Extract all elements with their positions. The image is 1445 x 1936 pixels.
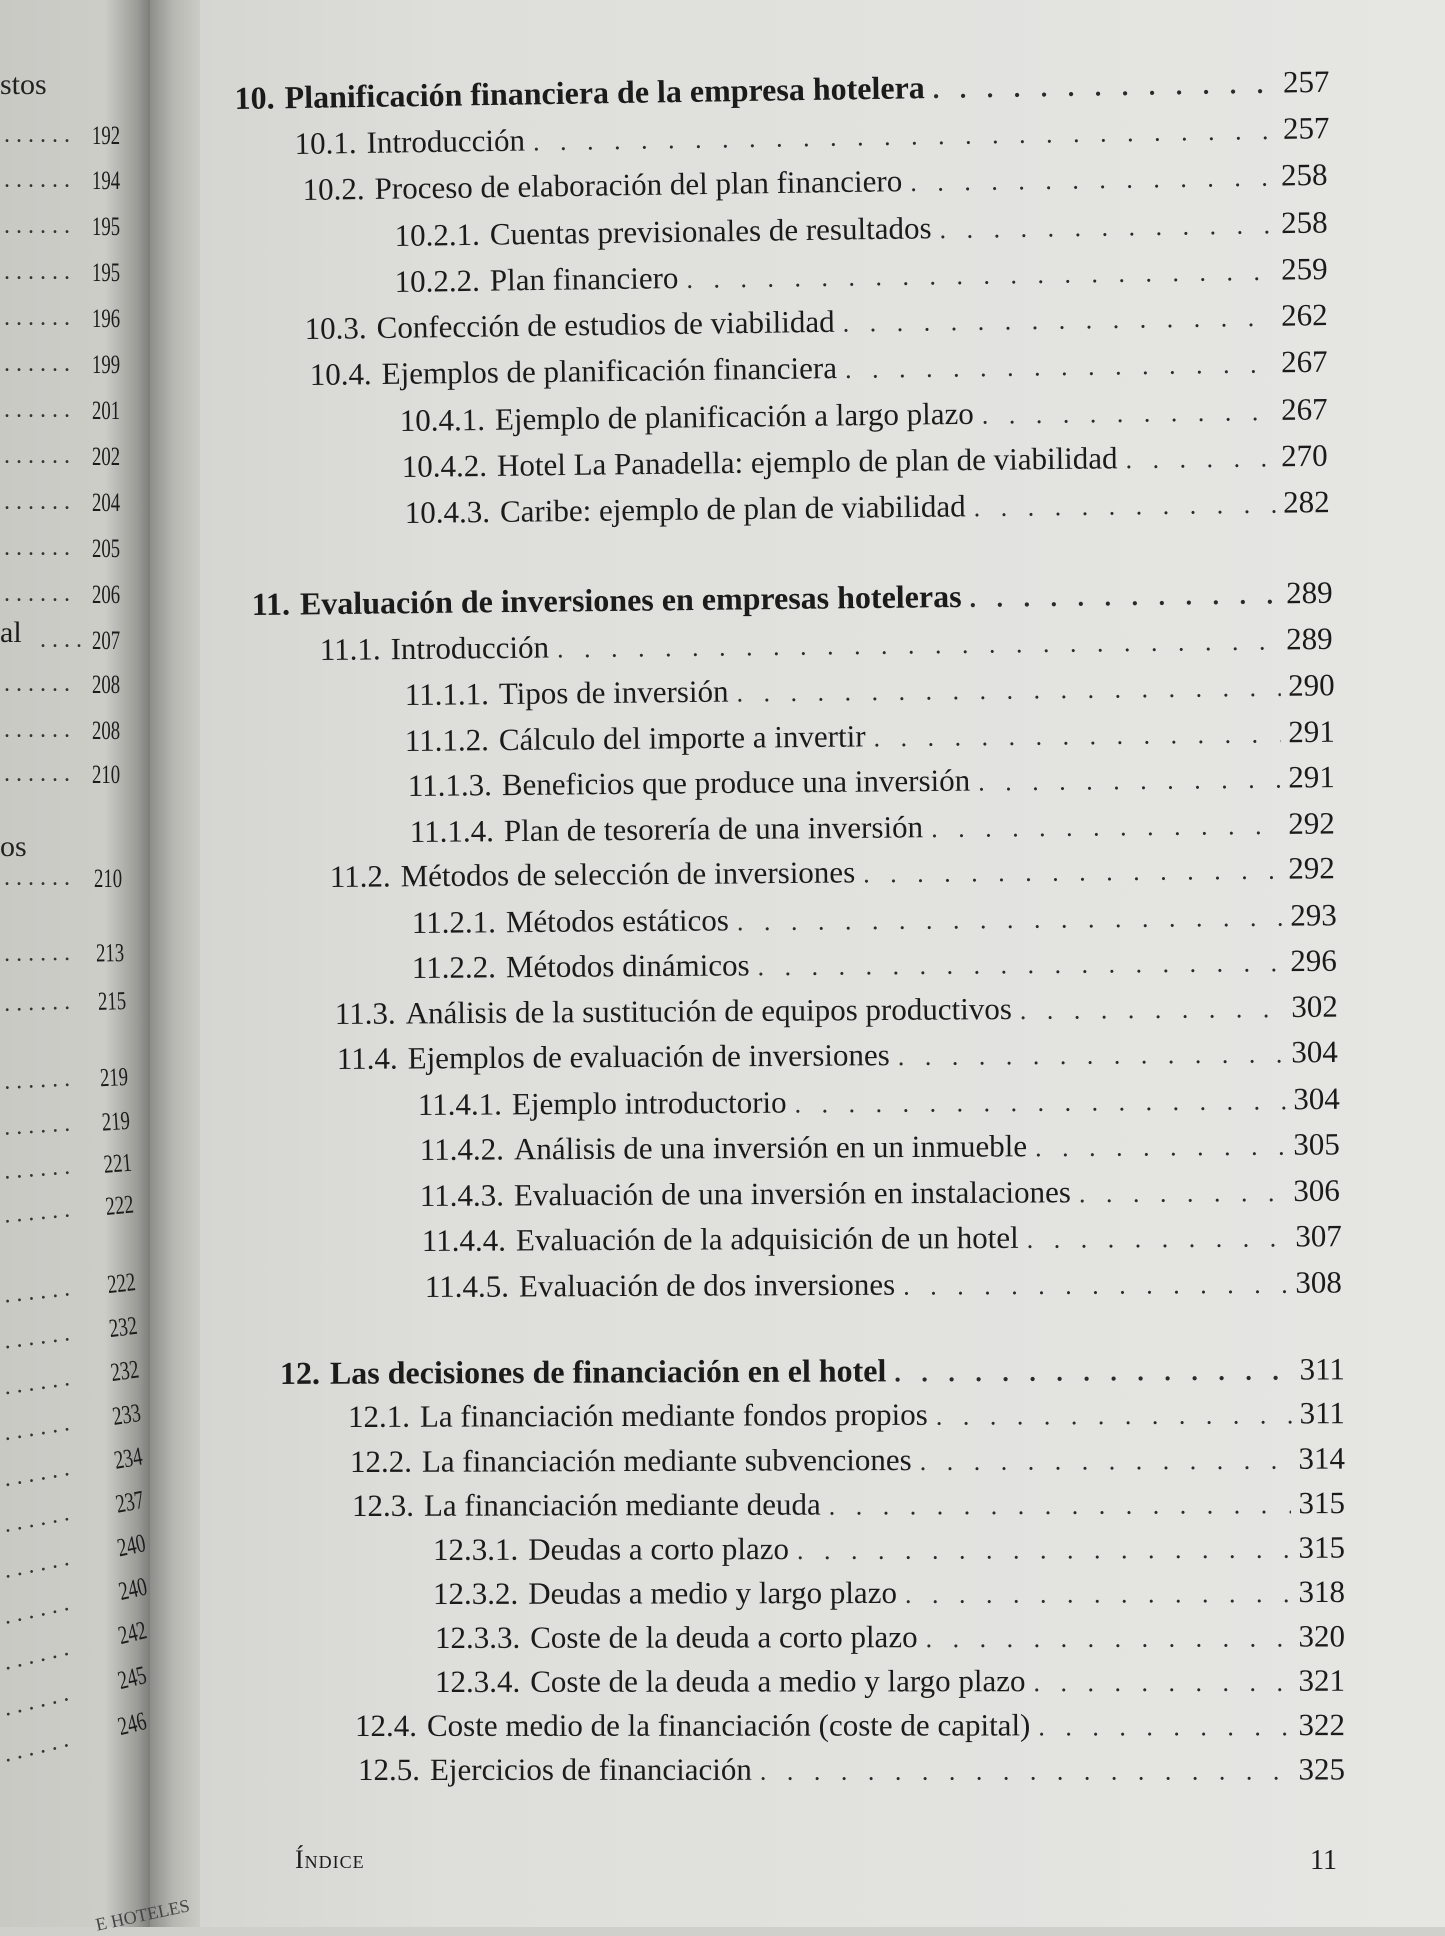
dot-leader: ...... xyxy=(2,1274,77,1309)
toc-entry-title: Ejemplo de planificación a largo plazo xyxy=(494,395,975,437)
dot-leader xyxy=(863,856,1280,890)
toc-entry-page: 322 xyxy=(1298,1707,1345,1743)
toc-entry xyxy=(350,1441,1345,1486)
dot-leader xyxy=(797,1535,1291,1566)
toc-entry-title: Tipos de inversión xyxy=(498,673,729,712)
left-page-toc-row xyxy=(0,574,150,614)
dot-leader xyxy=(533,116,1275,157)
dot-leader xyxy=(842,303,1273,339)
toc-entry xyxy=(335,989,1338,1038)
toc-entry xyxy=(410,805,1335,856)
left-page-toc-row xyxy=(0,298,150,338)
footer-section-label: Índice xyxy=(295,1845,365,1874)
toc-entry-title: Introducción xyxy=(366,122,526,160)
toc-entry-number: 11.4.3. xyxy=(419,1177,505,1214)
left-page-row-page: 219 xyxy=(99,1061,129,1093)
toc-entry xyxy=(408,759,1335,810)
toc-entry-title: Ejemplo introductorio xyxy=(511,1084,787,1122)
toc-entry-number: 10.2.2. xyxy=(394,262,481,300)
left-page-row-page: 195 xyxy=(92,258,121,287)
dot-leader xyxy=(1035,1132,1285,1164)
toc-entry xyxy=(352,1485,1345,1530)
toc-entry xyxy=(330,850,1335,901)
toc-entry-title: Ejercicios de financiación xyxy=(429,1751,752,1787)
left-page-toc-row xyxy=(0,616,150,660)
dot-leader xyxy=(1079,1178,1286,1209)
dot-leader: ...... xyxy=(3,939,77,967)
dot-leader: ...... xyxy=(4,397,76,423)
dot-leader: ...... xyxy=(4,305,76,331)
dot-leader: ...... xyxy=(4,351,76,377)
toc-entry-title: Ejemplos de evaluación de inversiones xyxy=(407,1037,890,1076)
dot-leader: ...... xyxy=(3,1110,77,1141)
left-page-row-page: 205 xyxy=(92,534,121,563)
toc-entry-title: Métodos dinámicos xyxy=(505,947,750,985)
left-page-toc-row xyxy=(0,710,150,750)
dot-leader xyxy=(737,903,1283,938)
left-page-toc-row xyxy=(0,436,150,476)
toc-entry-number: 10.4.2. xyxy=(401,447,488,485)
left-page-row-page: 234 xyxy=(111,1441,145,1475)
dot-leader: ...... xyxy=(1,1409,78,1447)
toc-entry-page: 262 xyxy=(1280,297,1328,333)
toc-entry-page: 318 xyxy=(1298,1573,1345,1610)
toc-entry-page: 259 xyxy=(1280,250,1328,287)
toc-entry-number: 10.4.1. xyxy=(399,401,486,439)
toc-entry-title: Las decisiones de financiación en el hotel xyxy=(329,1352,887,1391)
toc-entry-number: 12.3. xyxy=(351,1487,414,1523)
dot-leader xyxy=(1033,1668,1290,1698)
toc-entry-number: 11.4.2. xyxy=(419,1131,505,1168)
dot-leader xyxy=(557,626,1279,664)
toc-entry-page: 290 xyxy=(1288,667,1335,703)
toc-entry xyxy=(422,1218,1342,1265)
toc-entry-number: 11.1.1. xyxy=(404,676,490,713)
toc-entry xyxy=(401,438,1327,491)
toc-entry-page: 325 xyxy=(1298,1751,1345,1787)
left-page-row-page: 201 xyxy=(92,396,121,425)
left-page-toc-row xyxy=(0,482,150,522)
dot-leader xyxy=(829,1490,1291,1521)
toc-entry-number: 10.4.3. xyxy=(404,493,491,531)
toc-entry-page: 282 xyxy=(1282,484,1330,520)
dot-leader xyxy=(903,1270,1287,1302)
toc-entry-page: 258 xyxy=(1280,156,1328,193)
toc-entry-title: Introducción xyxy=(390,629,550,667)
dot-leader xyxy=(794,1086,1285,1119)
toc-entry-title: Deudas a corto plazo xyxy=(528,1531,790,1567)
left-facing-page xyxy=(0,0,150,1927)
left-page-row-page: 221 xyxy=(102,1147,133,1179)
left-page-row-page: 199 xyxy=(92,350,121,379)
dot-leader: ...... xyxy=(0,1679,77,1722)
toc-entry xyxy=(433,1530,1345,1574)
toc-entry-page: 305 xyxy=(1293,1126,1340,1162)
toc-entry-page: 321 xyxy=(1298,1662,1345,1698)
toc-entry-page: 291 xyxy=(1288,759,1335,795)
left-page-row-page: 222 xyxy=(105,1267,137,1300)
toc-entry-title: Plan de tesorería de una inversión xyxy=(503,809,924,849)
left-page-row-page: 245 xyxy=(114,1660,150,1696)
toc-entry xyxy=(405,484,1330,537)
toc-entry xyxy=(435,1663,1345,1706)
toc-entry-number: 11.2. xyxy=(329,858,391,895)
toc-entry-title: Evaluación de la adquisición de un hotel xyxy=(515,1219,1019,1258)
toc-entry-page: 302 xyxy=(1291,988,1338,1024)
toc-entry-page: 320 xyxy=(1298,1618,1345,1654)
toc-entry xyxy=(399,391,1327,445)
toc-entry-title: Evaluación de dos inversiones xyxy=(518,1266,896,1304)
dot-leader: ...... xyxy=(2,1319,78,1355)
dot-leader: ...... xyxy=(4,865,76,891)
dot-leader xyxy=(894,1357,1291,1389)
toc-entry-page: 308 xyxy=(1295,1264,1342,1300)
toc-entry-page: 296 xyxy=(1290,942,1337,979)
dot-leader xyxy=(931,811,1280,844)
dot-leader: ...... xyxy=(1,1588,78,1630)
toc-entry-page: 270 xyxy=(1280,437,1328,474)
toc-entry-page: 307 xyxy=(1295,1218,1342,1254)
dot-leader xyxy=(910,163,1273,198)
toc-entry xyxy=(280,1350,1345,1397)
dot-leader xyxy=(686,257,1273,295)
dot-leader: .... xyxy=(40,627,88,653)
left-page-row-page: 219 xyxy=(100,1105,131,1137)
toc-entry-number: 11.2.2. xyxy=(411,949,497,986)
toc-entry-number: 12. xyxy=(279,1354,320,1391)
toc-entry-title: Coste de la deuda a corto plazo xyxy=(530,1619,918,1655)
left-page-row-page: 240 xyxy=(116,1571,150,1607)
toc-entry-page: 267 xyxy=(1280,343,1328,380)
toc-entry-number: 12.3.2. xyxy=(432,1575,519,1611)
toc-entry-title: Coste medio de la financiación (coste de capital) xyxy=(426,1707,1031,1743)
toc-entry xyxy=(337,1034,1338,1083)
toc-entry-number: 11.4.4. xyxy=(421,1222,507,1259)
left-page-row-page: 208 xyxy=(92,716,121,745)
left-page-row-page: 192 xyxy=(92,121,121,150)
dot-leader xyxy=(1020,994,1284,1026)
toc-entry-page: 289 xyxy=(1285,574,1333,611)
left-page-header-fragment: stos xyxy=(0,68,47,101)
toc-entry xyxy=(425,1265,1342,1311)
toc-entry-number: 12.3.1. xyxy=(432,1531,519,1567)
left-page-toc-row xyxy=(0,754,150,794)
left-page-row-page: 206 xyxy=(92,580,121,609)
toc-entry-title: Deudas a medio y largo plazo xyxy=(528,1574,897,1611)
left-page-row-page: 202 xyxy=(92,442,121,471)
left-page-row-page: 194 xyxy=(92,166,121,195)
toc-entry-number: 11.4.5. xyxy=(424,1268,510,1305)
dot-leader: ...... xyxy=(4,535,76,561)
dot-leader xyxy=(939,210,1273,245)
dot-leader xyxy=(1125,443,1273,475)
dot-leader: ...... xyxy=(1,1454,78,1493)
left-page-row-page: 215 xyxy=(97,986,127,1016)
toc-entry-number: 10.4. xyxy=(309,356,372,393)
table-of-contents xyxy=(200,0,1445,1927)
left-page-toc-row xyxy=(0,931,150,974)
toc-entry-number: 12.2. xyxy=(349,1443,412,1479)
dot-leader: ...... xyxy=(0,1725,77,1768)
toc-entry-page: 315 xyxy=(1298,1529,1345,1565)
toc-entry-number: 10.3. xyxy=(304,310,367,347)
toc-entry-number: 11.1.2. xyxy=(404,722,490,759)
dot-leader: ...... xyxy=(1,1543,78,1584)
toc-entry xyxy=(420,1126,1340,1174)
dot-leader: ...... xyxy=(4,259,76,285)
toc-entry xyxy=(435,1618,1345,1662)
left-page-toc-row xyxy=(0,115,150,155)
dot-leader xyxy=(936,1400,1292,1431)
toc-entry-number: 12.3.3. xyxy=(434,1619,521,1655)
toc-entry-number: 12.1. xyxy=(347,1398,410,1434)
toc-entry xyxy=(358,1751,1345,1794)
dot-leader xyxy=(926,1624,1291,1655)
dot-leader xyxy=(757,948,1282,982)
left-page-toc-row xyxy=(0,1098,150,1148)
toc-entry-title: Beneficios que produce una inversión xyxy=(501,762,971,803)
toc-entry-number: 12.4. xyxy=(354,1707,417,1743)
left-page-row-page: 242 xyxy=(115,1615,150,1651)
toc-entry-page: 306 xyxy=(1293,1172,1340,1208)
toc-entry-number: 11. xyxy=(251,585,291,623)
left-page-row-prefix: al xyxy=(0,616,22,649)
toc-entry-number: 11.4.1. xyxy=(417,1086,503,1123)
toc-entry-page: 311 xyxy=(1299,1395,1345,1431)
toc-entry xyxy=(355,1707,1345,1750)
toc-entry-page: 291 xyxy=(1288,713,1335,750)
dot-leader xyxy=(736,673,1280,709)
left-page-row-page: 213 xyxy=(95,938,125,968)
dot-leader xyxy=(982,397,1274,431)
toc-entry-number: 11.1. xyxy=(319,631,381,668)
toc-entry-page: 257 xyxy=(1282,110,1330,146)
dot-leader: ...... xyxy=(4,443,76,469)
toc-entry xyxy=(405,667,1335,719)
toc-entry-page: 304 xyxy=(1291,1034,1338,1070)
dot-leader xyxy=(1038,1712,1290,1742)
toc-entry xyxy=(420,1173,1340,1220)
toc-entry-title: Hotel La Panadella: ejemplo de plan de viabilidad xyxy=(496,440,1118,483)
toc-entry-page: 267 xyxy=(1280,391,1328,427)
toc-entry-title: Planificación financiera de la empresa hotelera xyxy=(284,69,926,116)
dot-leader xyxy=(845,349,1274,385)
left-page-row-page: 232 xyxy=(107,1310,139,1344)
dot-leader: ...... xyxy=(4,581,76,607)
left-page-toc-row xyxy=(0,160,150,200)
toc-entry xyxy=(394,251,1327,306)
dot-leader: ...... xyxy=(4,761,76,787)
left-page-row-page: 232 xyxy=(108,1354,141,1388)
toc-entry-title: Métodos estáticos xyxy=(505,902,730,940)
toc-entry-number: 10. xyxy=(234,79,275,117)
dot-leader: ...... xyxy=(3,988,77,1017)
toc-page xyxy=(200,0,1445,1927)
toc-entry-title: Análisis de una inversión en un inmueble xyxy=(513,1128,1028,1167)
left-page-row-page: 204 xyxy=(92,488,121,517)
left-page-toc-row xyxy=(0,979,150,1024)
toc-entry-page: 315 xyxy=(1298,1485,1345,1521)
toc-entry-page: 258 xyxy=(1280,204,1328,241)
dot-leader xyxy=(969,580,1278,613)
dot-leader xyxy=(760,1757,1291,1787)
toc-entry-title: La financiación mediante fondos propios xyxy=(419,1396,928,1434)
toc-entry-page: 314 xyxy=(1298,1440,1345,1476)
toc-entry-title: Ejemplos de planificación financiera xyxy=(381,350,838,392)
left-page-row-page: 210 xyxy=(92,760,121,789)
toc-entry-title: Evaluación de inversiones en empresas hoteleras xyxy=(299,577,962,622)
toc-entry-title: Evaluación de una inversión en instalaciones xyxy=(513,1174,1072,1213)
toc-entry-title: Análisis de la sustitución de equipos productivos xyxy=(405,991,1012,1031)
dot-leader xyxy=(978,765,1280,798)
toc-entry-page: 292 xyxy=(1288,805,1335,841)
dot-leader: ...... xyxy=(3,1065,77,1095)
left-page-row-page: 233 xyxy=(110,1397,143,1431)
toc-entry xyxy=(418,1081,1340,1129)
toc-entry-number: 10.2. xyxy=(302,171,365,208)
dot-leader: ...... xyxy=(4,213,76,239)
dot-leader: ...... xyxy=(0,1633,77,1676)
left-page-row-page: 246 xyxy=(114,1706,150,1742)
left-page-row-page: 222 xyxy=(104,1189,135,1221)
dot-leader: ...... xyxy=(4,671,76,697)
left-page-row-page: 196 xyxy=(92,304,121,333)
toc-entry-page: 304 xyxy=(1293,1080,1340,1117)
toc-entry-title: Proceso de elaboración del plan financiero xyxy=(374,163,903,206)
left-page-os-fragment: os xyxy=(0,830,27,863)
toc-entry-number: 11.3. xyxy=(334,995,396,1032)
toc-entry xyxy=(309,344,1327,399)
toc-entry-number: 12.5. xyxy=(357,1751,420,1787)
toc-entry xyxy=(405,714,1335,765)
toc-entry-title: Confección de estudios de viabilidad xyxy=(376,303,835,346)
toc-entry xyxy=(394,204,1328,260)
toc-entry-page: 289 xyxy=(1285,620,1333,657)
toc-entry xyxy=(348,1395,1345,1441)
left-page-row-page: 207 xyxy=(92,626,121,655)
dot-leader xyxy=(920,1446,1291,1477)
toc-entry-number: 12.3.4. xyxy=(434,1663,521,1699)
left-page-row-page: 237 xyxy=(113,1484,147,1519)
toc-entry-number: 11.1.4. xyxy=(409,813,495,850)
dot-leader: ...... xyxy=(4,489,76,515)
dot-leader: ...... xyxy=(4,167,76,193)
toc-entry-title: Cuentas previsionales de resultados xyxy=(489,210,932,252)
toc-entry-number: 11.2.1. xyxy=(411,904,497,941)
toc-entry xyxy=(412,943,1337,992)
dot-leader xyxy=(873,719,1280,753)
toc-entry-title: Plan financiero xyxy=(489,260,679,298)
dot-leader: ...... xyxy=(2,1195,77,1229)
toc-entry-number: 10.1. xyxy=(294,125,357,162)
toc-entry-title: Cálculo del importe a invertir xyxy=(498,718,866,758)
toc-entry-page: 293 xyxy=(1290,897,1337,933)
toc-entry-title: Coste de la deuda a medio y largo plazo xyxy=(530,1663,1026,1699)
toc-entry xyxy=(412,897,1337,947)
left-page-toc-row xyxy=(0,344,150,384)
dot-leader xyxy=(933,70,1276,105)
toc-entry xyxy=(304,297,1327,353)
toc-entry-title: La financiación mediante deuda xyxy=(423,1486,821,1523)
toc-entry-number: 11.1.3. xyxy=(407,767,493,804)
dot-leader xyxy=(1027,1223,1288,1254)
left-page-toc-row xyxy=(0,858,150,898)
toc-entry-page: 311 xyxy=(1299,1351,1345,1387)
left-page-toc-row xyxy=(0,1054,150,1101)
spine-label: E HOTELES xyxy=(93,1895,192,1935)
toc-entry-number: 11.4. xyxy=(336,1040,398,1077)
toc-entry-page: 292 xyxy=(1288,850,1335,886)
left-page-row-page: 240 xyxy=(114,1528,149,1563)
toc-entry xyxy=(252,574,1333,628)
left-page-row-page: 210 xyxy=(94,864,123,893)
toc-entry-number: 10.2.1. xyxy=(394,216,481,254)
left-page-row-page: 208 xyxy=(92,670,121,699)
dot-leader xyxy=(898,1039,1284,1072)
left-page-toc-row xyxy=(0,664,150,704)
left-page-toc-row xyxy=(0,390,150,430)
toc-entry-page: 257 xyxy=(1282,63,1330,100)
left-page-row-page: 195 xyxy=(92,212,121,241)
footer-page-number: 11 xyxy=(1310,1845,1337,1876)
dot-leader xyxy=(973,490,1275,524)
toc-entry-title: La financiación mediante subvenciones xyxy=(421,1442,912,1479)
dot-leader: ...... xyxy=(2,1364,78,1401)
toc-entry-title: Métodos de selección de inversiones xyxy=(400,854,856,894)
dot-leader: ...... xyxy=(4,717,76,743)
left-page-toc-row xyxy=(0,528,150,568)
dot-leader: ...... xyxy=(1,1498,78,1539)
left-page-toc-row xyxy=(0,206,150,246)
left-page-toc-row xyxy=(0,252,150,292)
toc-entry-title: Caribe: ejemplo de plan de viabilidad xyxy=(499,488,966,529)
dot-leader: ...... xyxy=(4,122,76,148)
dot-leader xyxy=(905,1579,1291,1610)
toc-entry xyxy=(320,621,1333,674)
toc-entry xyxy=(433,1574,1345,1618)
dot-leader: ...... xyxy=(2,1153,77,1185)
